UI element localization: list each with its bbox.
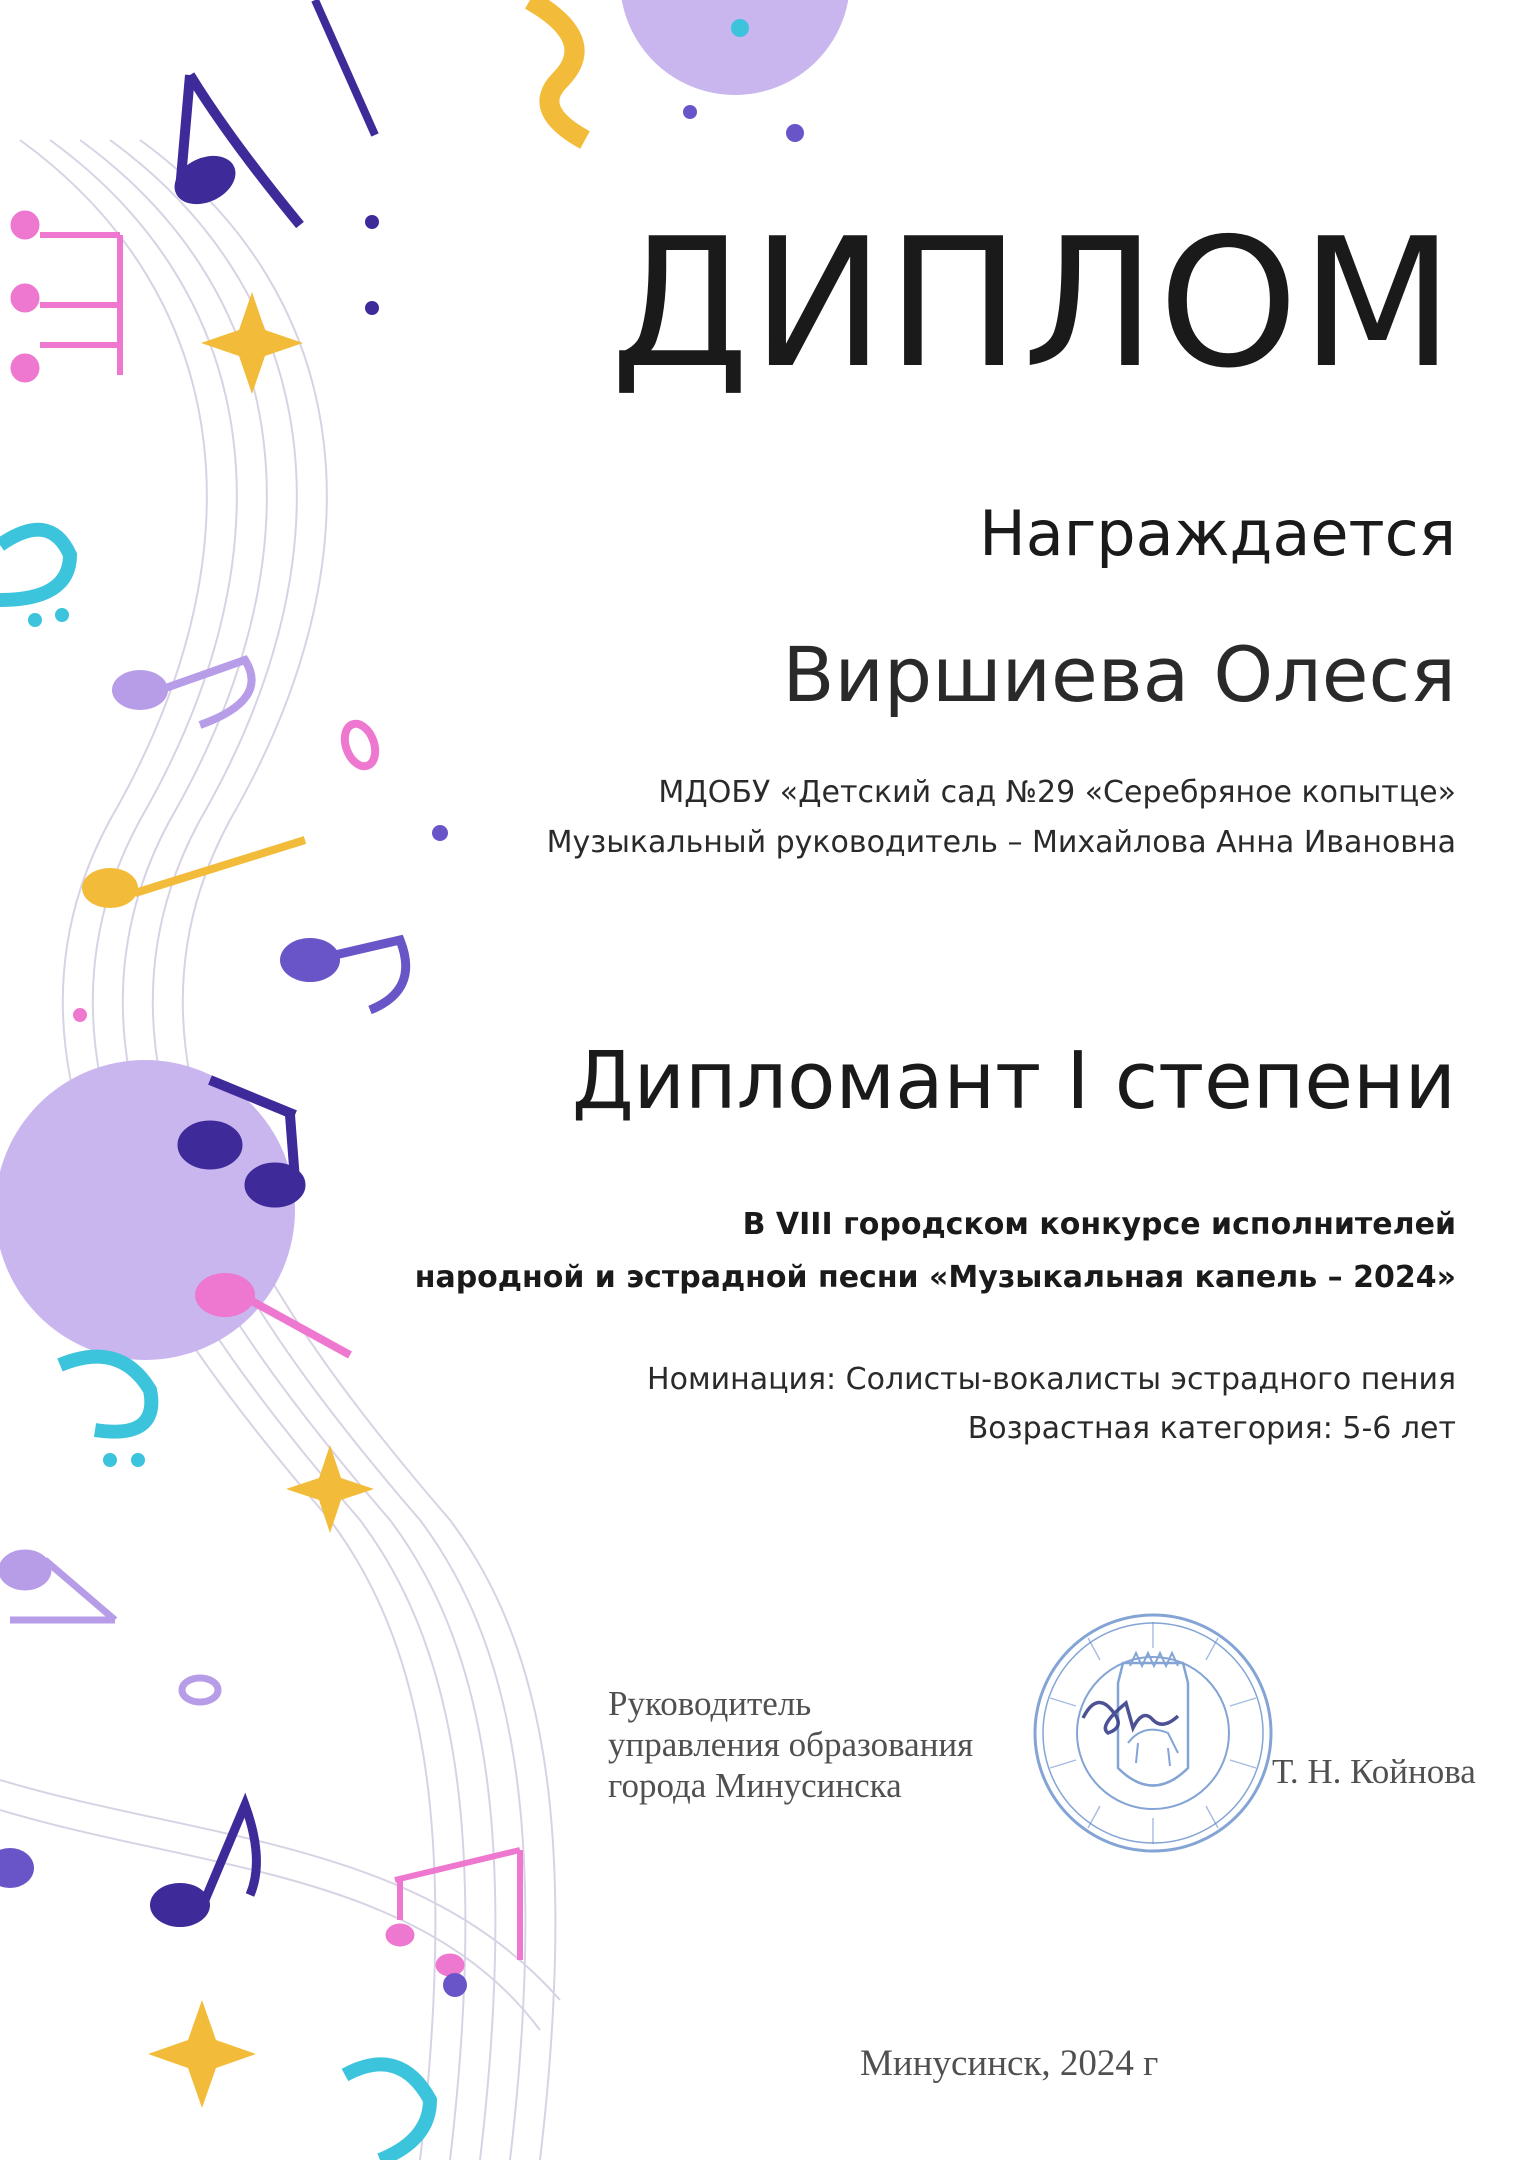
purple-beamed-note-icon [280, 938, 406, 1010]
organization-line: МДОБУ «Детский сад №29 «Серебряное копытце» [658, 775, 1456, 810]
position-line: управления образования [608, 1725, 974, 1764]
gold-star-icon [201, 292, 303, 394]
nomination-block [647, 1355, 1456, 1453]
position-line: города Минусинска [608, 1766, 902, 1805]
pink-dot [73, 1008, 87, 1022]
diploma-title: ДИПЛОМ [610, 200, 1456, 407]
cyan-dot [55, 608, 69, 622]
handwritten-signature [1083, 1702, 1178, 1733]
signer-position [608, 1683, 973, 1806]
cyan-clef-icon [0, 530, 70, 600]
lavender-circle-top [620, 0, 850, 95]
nomination-line: Номинация: Солисты-вокалисты эстрадного пения [647, 1362, 1456, 1397]
purple-dot [365, 301, 379, 315]
contest-line: народной и эстрадной песни «Музыкальная капель – 2024» [414, 1260, 1456, 1295]
lavender-ring-icon [182, 1678, 218, 1702]
purple-dot [365, 215, 379, 229]
music-director-line: Музыкальный руководитель – Михайлова Анна Ивановна [546, 825, 1456, 860]
cyan-dot [131, 1453, 145, 1467]
lavender-circle-middle [0, 1060, 295, 1360]
cyan-clef-icon [345, 2064, 430, 2160]
purple-dot [443, 1973, 467, 1997]
gold-star-icon [148, 2000, 256, 2108]
position-line: Руководитель [608, 1684, 812, 1723]
official-stamp [1028, 1608, 1278, 1858]
organization-block [547, 768, 1456, 868]
gold-clef-icon [530, 0, 585, 140]
lavender-beamed-notes-icon [0, 1550, 115, 1620]
cyan-dot [731, 19, 749, 37]
age-category-line: Возрастная категория: 5-6 лет [967, 1411, 1456, 1446]
contest-block [415, 1198, 1456, 1304]
purple-dot [683, 105, 697, 119]
cyan-dot [103, 1453, 117, 1467]
contest-line: В VIII городском конкурсе исполнителей [742, 1207, 1456, 1242]
pink-beamed-notes-icon [11, 211, 120, 382]
purple-note-icon [0, 1848, 34, 1888]
recipient-name: Виршиева Олеся [782, 630, 1456, 719]
place-and-date: Минусинск, 2024 г [860, 2043, 1159, 2084]
signer-name: Т. Н. Койнова [1272, 1752, 1476, 1791]
eighth-note-icon [167, 75, 300, 225]
purple-dot [786, 124, 804, 142]
awarded-label: Награждается [979, 497, 1456, 570]
award-degree: Дипломант I степени [571, 1035, 1456, 1127]
pink-ring-icon [339, 720, 380, 771]
purple-dot [432, 825, 448, 841]
cyan-clef-icon [60, 1357, 151, 1432]
note-stem-line [315, 0, 375, 135]
cyan-dot [28, 613, 42, 627]
gold-note-icon [82, 840, 305, 908]
